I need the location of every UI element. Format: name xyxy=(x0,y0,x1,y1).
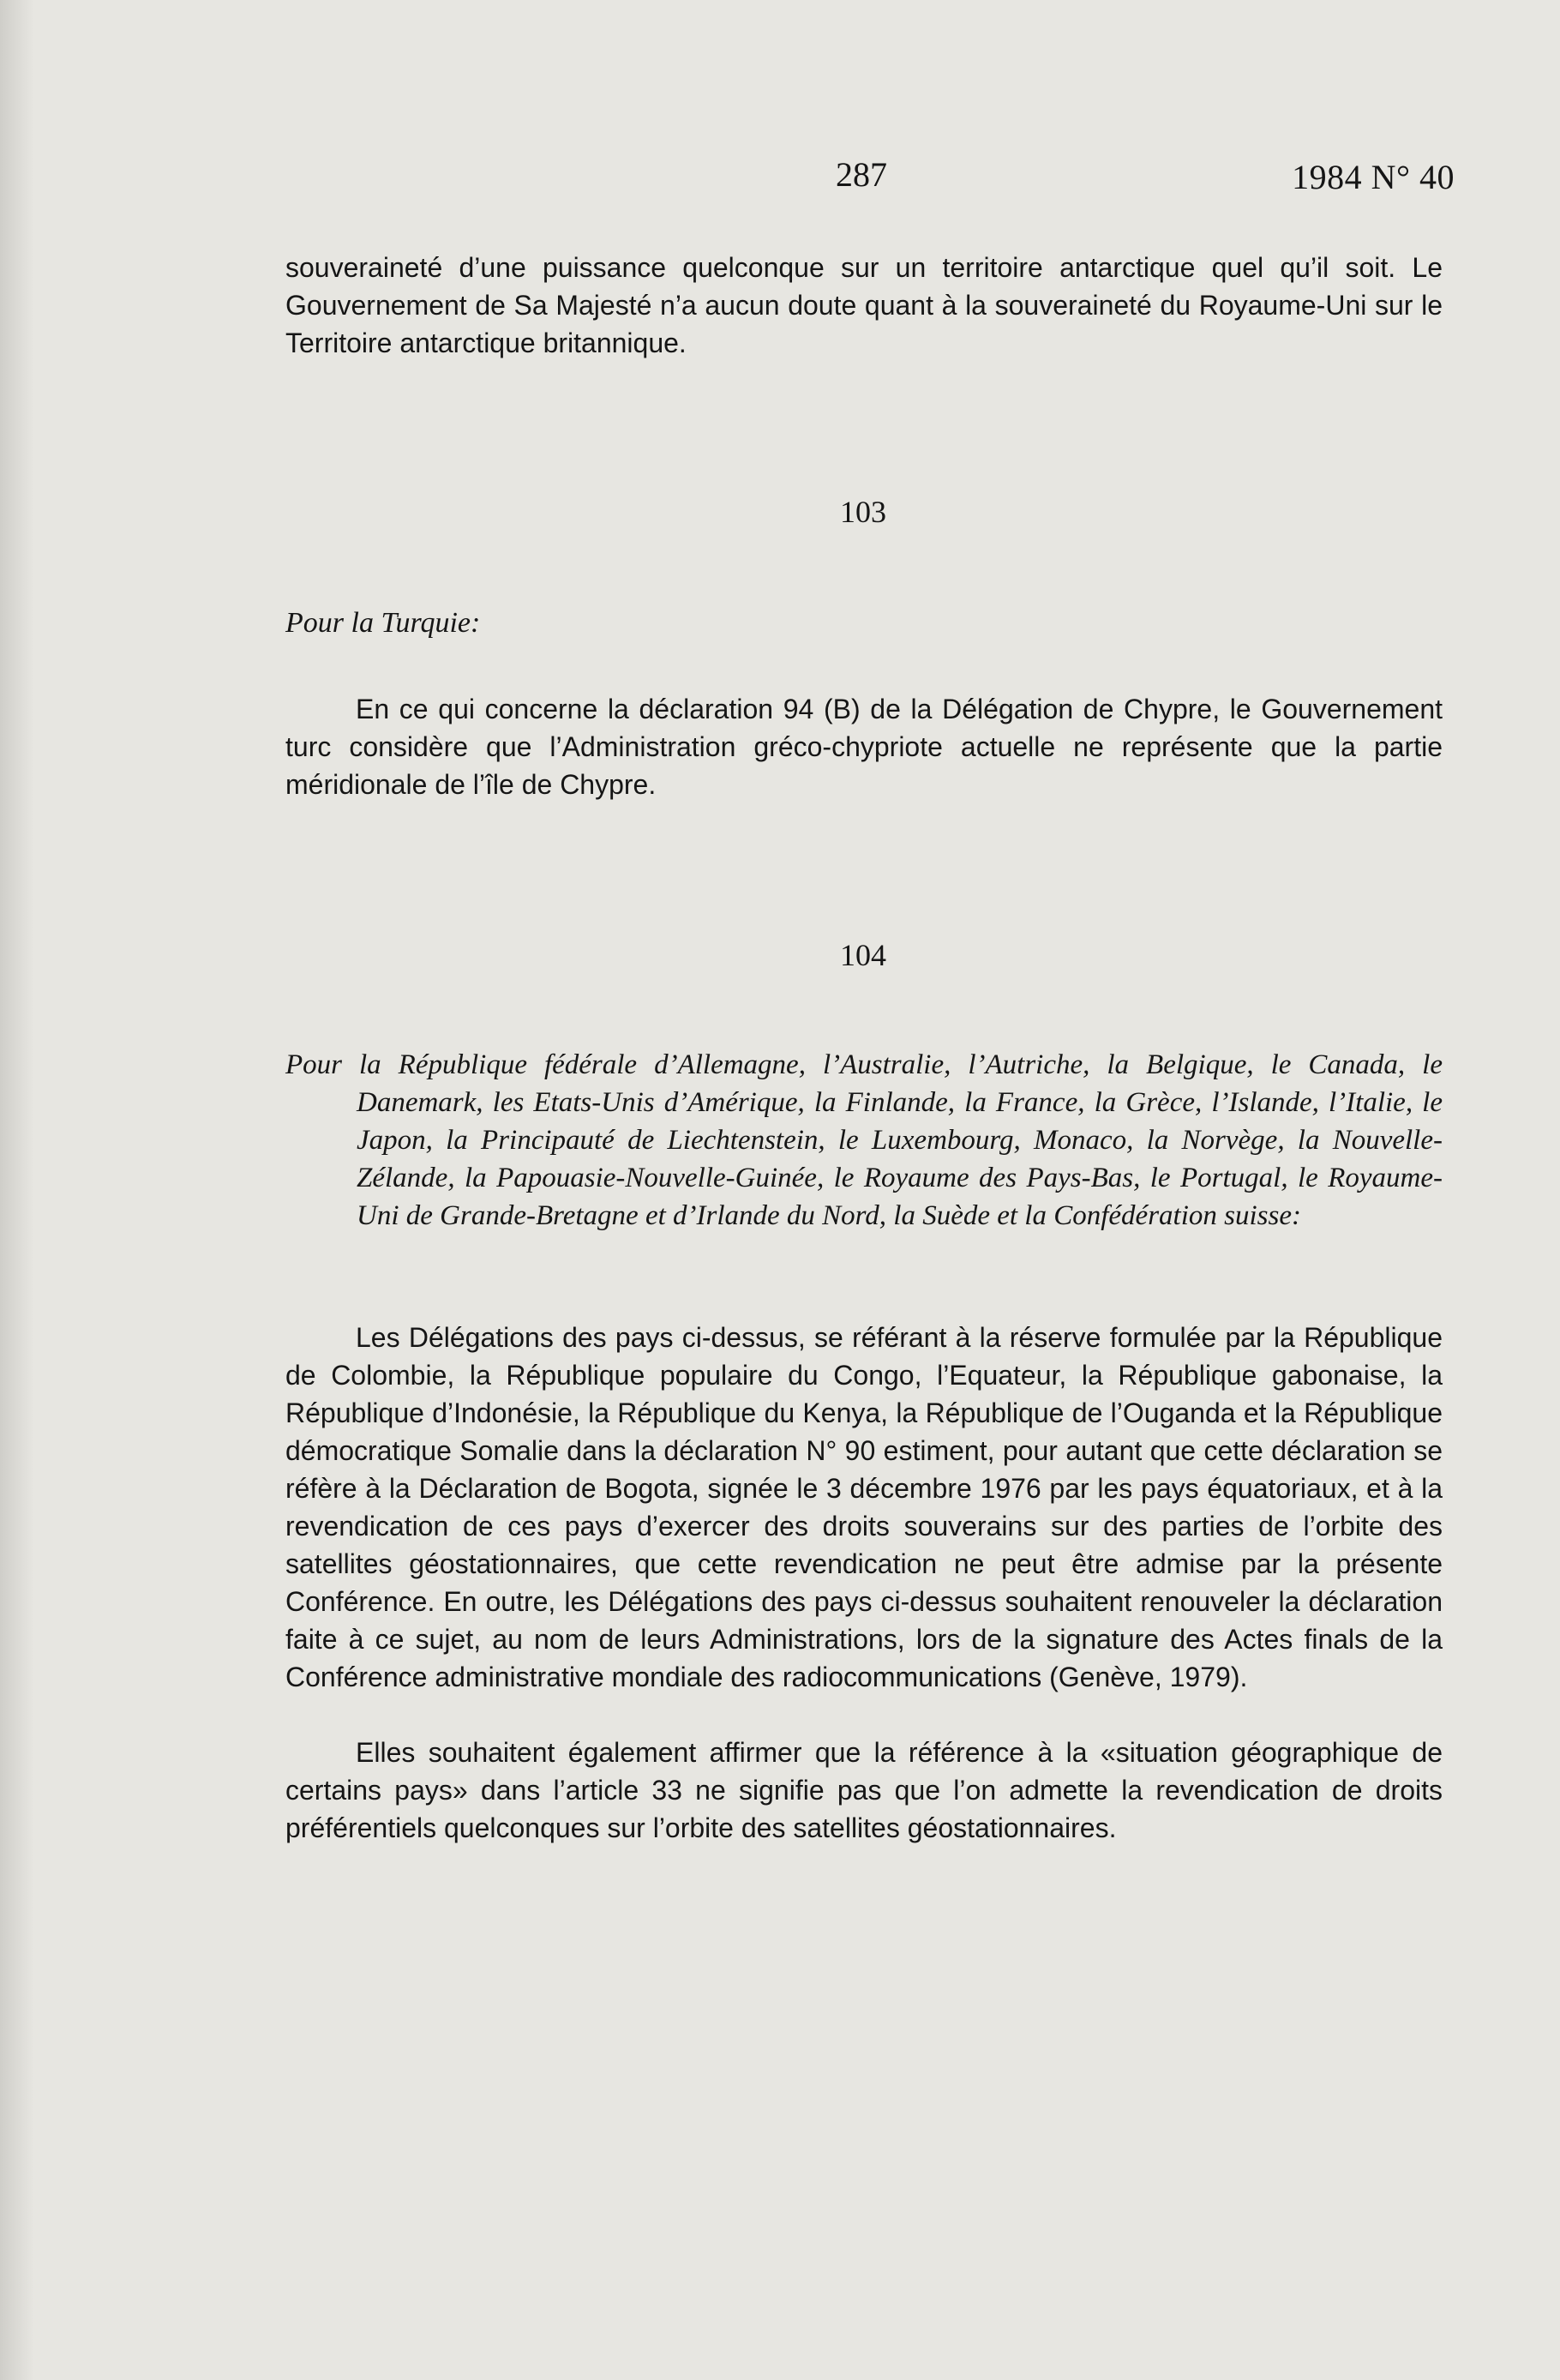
section-104-paragraph-1: Les Délégations des pays ci-dessus, se référant à la réserve formulée par la République de Colombie, la République populaire du Congo, l’Equateur, la République gabonaise, la République d’Indonésie, la République du Kenya, la République de l’Ouganda et la République démocratique Somalie dans la déclaration N° 90 estiment, pour autant que cette déclaration se réfère à la Déclaration de Bogota, signée le 3 décembre 1976 par les pays équatoriaux, et à la revendication de ces pays d’exercer des droits souverains sur des parties de l’orbite des satellites géostationnaires, que cette revendication ne peut être admise par la présente Conférence. En outre, les Délégations des pays ci-dessus souhaitent renouveler la déclaration faite à ce sujet, au nom de leurs Administrations, lors de la signature des Actes finals de la Conférence administrative mondiale des radiocommunications (Genève, 1979). xyxy=(285,1322,1443,1692)
page-binding-shadow xyxy=(0,0,34,2380)
section-number-103: 103 xyxy=(840,495,886,529)
section-103-body xyxy=(285,690,1443,803)
section-104-paragraph-2: Elles souhaitent également affirmer que la référence à la «situation géographique de certains pays» dans l’article 33 ne signifie pas que l’on admette la revendication de droits préférentiels quelconques sur l’orbite des satellites géostationnaires. xyxy=(285,1737,1443,1843)
section-103-heading: Pour la Turquie: xyxy=(285,607,481,639)
section-103-paragraph: En ce qui concerne la déclaration 94 (B) de la Délégation de Chypre, le Gouvernement turc considère que l’Administration gréco-chypriote actuelle ne représente que la partie méridionale de l’île de Chypre. xyxy=(285,694,1443,800)
section-number-104: 104 xyxy=(840,938,886,972)
page-number: 287 xyxy=(836,155,887,194)
document-reference: 1984 N° 40 xyxy=(1292,158,1455,196)
section-104-body xyxy=(285,1319,1443,1847)
continuation-paragraph xyxy=(285,249,1443,362)
section-104-heading: Pour la République fédérale d’Allemagne, l’Australie, l’Autriche, la Belgique, le Canada, le Danemark, les Etats-Unis d’Amérique, la Finlande, la France, la Grèce, l’Islande, l’Italie, le Japon, la Principauté de Liechtenstein, le Luxembourg, Monaco, la Norvège, la Nouvelle-Zélande, la Papouasie-Nouvelle-Guinée, le Royaume des Pays-Bas, le Portugal, le Royaume-Uni de Grande-Bretagne et d’Irlande du Nord, la Suède et la Confédération suisse: xyxy=(285,1049,1443,1231)
continuation-text: souveraineté d’une puissance quelconque sur un territoire antarctique quel qu’il soit. Le Gouvernement de Sa Majesté n’a aucun doute quant à la souveraineté du Royaume-Uni sur le Territoire antarctique britannique. xyxy=(285,252,1443,358)
